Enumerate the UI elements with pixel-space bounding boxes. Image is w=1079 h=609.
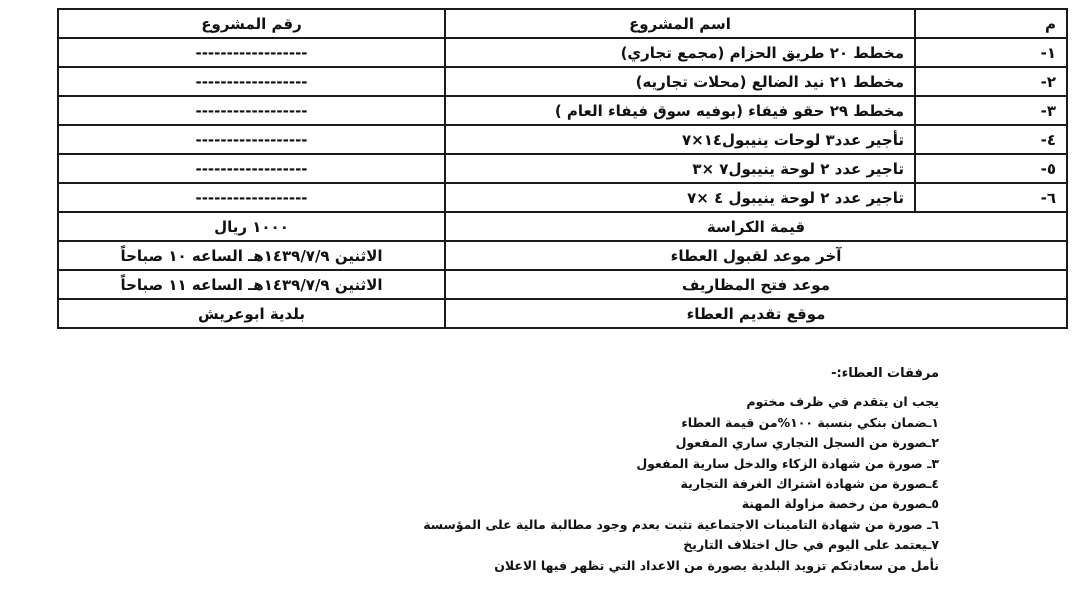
info-value: بلدية ابوعريش: [58, 299, 445, 328]
attachments-section: [259, 364, 939, 576]
info-row-opening-date: [58, 270, 1067, 299]
row-project-name: تأجير عدد٣ لوحات ينيبول١٤×٧: [445, 125, 915, 154]
table-row: [58, 125, 1067, 154]
table-row: [58, 38, 1067, 67]
row-project-name: تاجير عدد ٢ لوحة ينيبول٧ ×٣: [445, 154, 915, 183]
row-project-number: ------------------: [58, 38, 445, 67]
info-label: قيمة الكراسة: [445, 212, 1067, 241]
row-project-number: ------------------: [58, 125, 445, 154]
info-value: ١٠٠٠ ريال: [58, 212, 445, 241]
attachment-line: يجب ان يتقدم في ظرف مختوم: [746, 394, 939, 410]
attachment-line: ٢ـصورة من السجل التجاري ساري المفعول: [675, 435, 939, 451]
info-value: الاثنين ١٤٣٩/٧/٩هـ الساعه ١١ صباحاً: [58, 270, 445, 299]
info-label: آخر موعد لقبول العطاء: [445, 241, 1067, 270]
table-row: [58, 154, 1067, 183]
attachment-line: ٤ـصورة من شهادة اشتراك الغرفة التجارية: [680, 476, 939, 492]
attachment-line: ٣ـ صورة من شهادة الزكاء والدخل سارية المفعول: [636, 455, 939, 471]
info-row-deadline: [58, 241, 1067, 270]
info-row-booklet-price: [58, 212, 1067, 241]
row-project-name: مخطط ٢٠ طريق الحزام (مجمع تجاري): [445, 38, 915, 67]
row-project-number: ------------------: [58, 183, 445, 212]
header-number: م: [915, 9, 1067, 38]
projects-table: [57, 8, 1068, 329]
attachments-heading: مرفقات العطاء:-: [831, 366, 939, 381]
row-project-name: مخطط ٢١ نيد الضالع (محلات تجاريه): [445, 67, 915, 96]
row-number: ٤-: [915, 125, 1067, 154]
row-number: ١-: [915, 38, 1067, 67]
table-header-row: [58, 9, 1067, 38]
row-number: ٢-: [915, 67, 1067, 96]
table-row: [58, 183, 1067, 212]
header-project-number: رقم المشروع: [58, 9, 445, 38]
attachment-line: ٦ـ صورة من شهادة التامينات الاجتماعية تثبت بعدم وجود مطالبة مالية على المؤسسة: [423, 516, 939, 532]
row-number: ٣-: [915, 96, 1067, 125]
row-project-number: ------------------: [58, 67, 445, 96]
row-project-number: ------------------: [58, 154, 445, 183]
table-row: [58, 96, 1067, 125]
row-project-name: تاجير عدد ٢ لوحة ينيبول ٤ ×٧: [445, 183, 915, 212]
info-row-location: [58, 299, 1067, 328]
attachment-line: ١ـضمان بنكي بنسبة ١٠٠%من قيمة العطاء: [681, 414, 939, 430]
info-value: الاثنين ١٤٣٩/٧/٩هـ الساعه ١٠ صباحاً: [58, 241, 445, 270]
row-project-number: ------------------: [58, 96, 445, 125]
info-label: موقع تقديم العطاء: [445, 299, 1067, 328]
info-label: موعد فتح المظاريف: [445, 270, 1067, 299]
table-row: [58, 67, 1067, 96]
header-project-name: اسم المشروع: [445, 9, 915, 38]
attachment-line: نأمل من سعادتكم تزويد البلدية بصورة من الاعداد التي تظهر فيها الاعلان: [494, 557, 939, 573]
row-project-name: مخطط ٢٩ حقو فيفاء (بوفيه سوق فيفاء العام ): [445, 96, 915, 125]
row-number: ٦-: [915, 183, 1067, 212]
row-number: ٥-: [915, 154, 1067, 183]
attachment-line: ٥ـصورة من رخصة مزاولة المهنة: [741, 496, 939, 512]
attachment-line: ٧ـيعتمد على اليوم في حال اختلاف التاريخ: [683, 537, 939, 553]
